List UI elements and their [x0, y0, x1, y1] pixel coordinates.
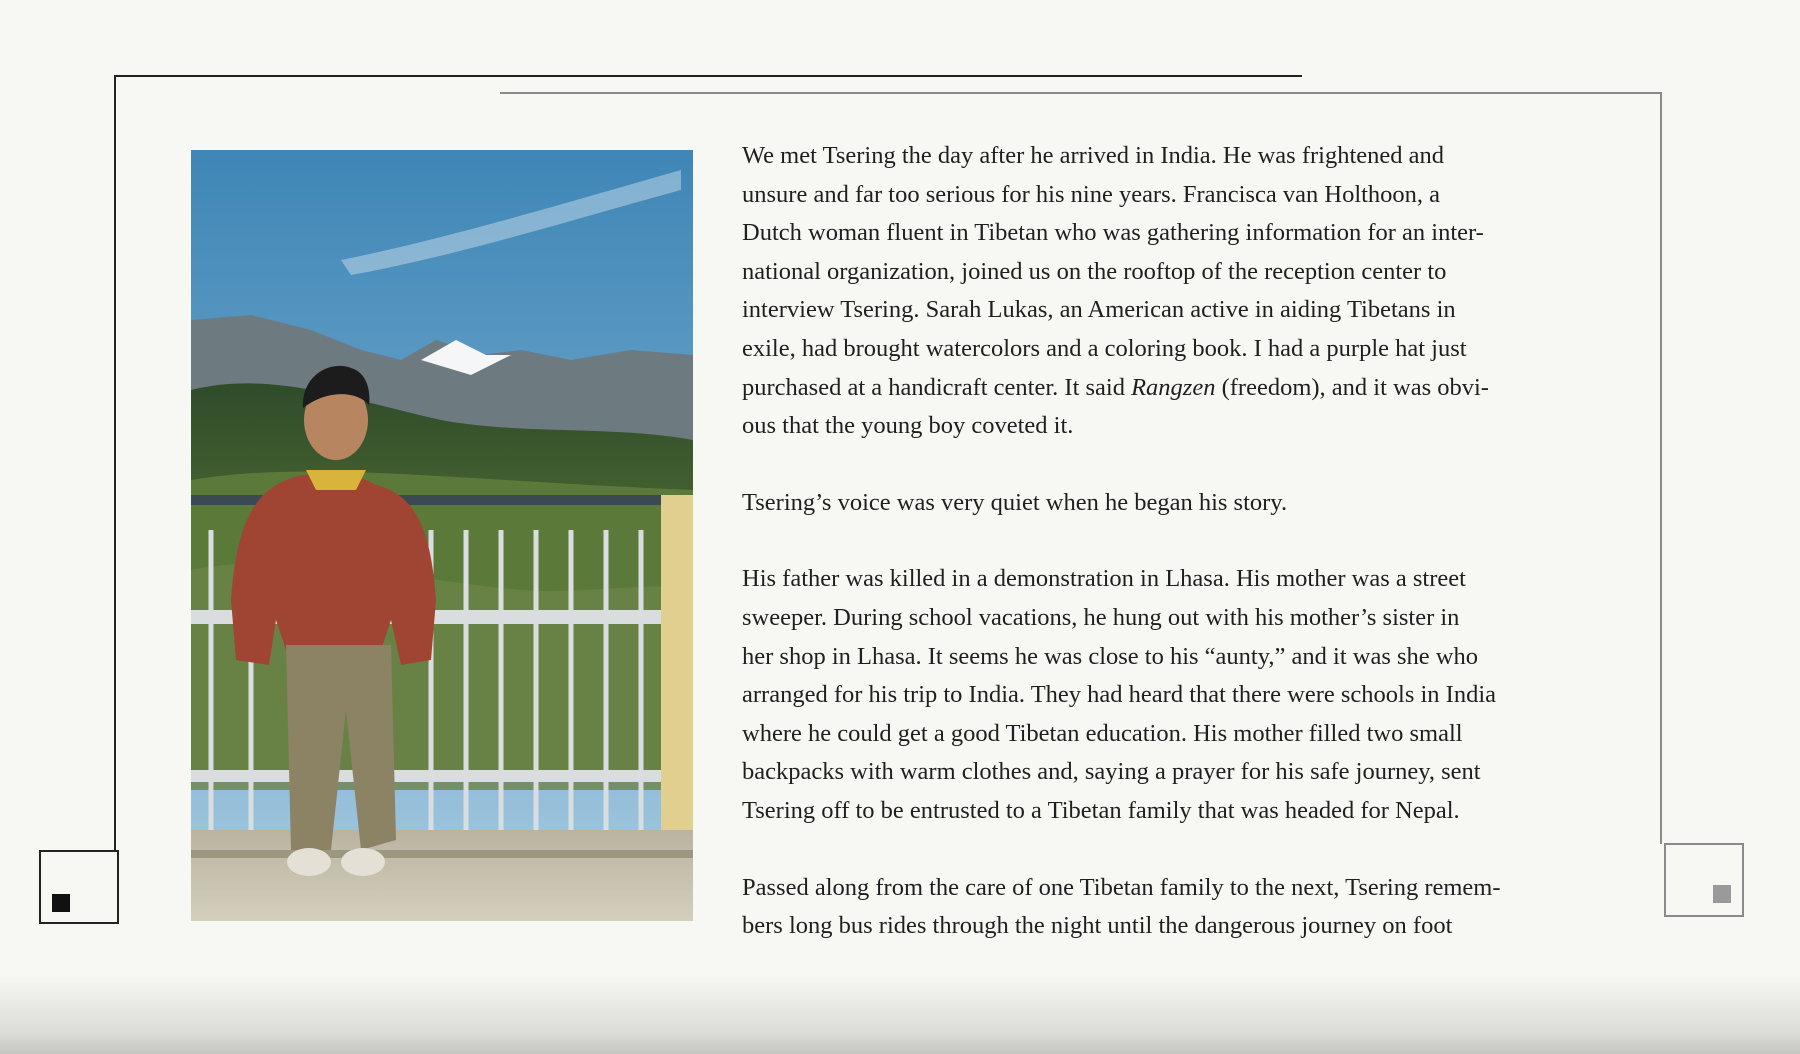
text-line: national organization, joined us on the rooftop of the reception center to [742, 257, 1447, 285]
text-line: Dutch woman fluent in Tibetan who was gathering information for an inter- [742, 219, 1484, 247]
corner-box-right [1664, 843, 1744, 917]
text-line: backpacks with warm clothes and, saying a prayer for his safe journey, sent [742, 758, 1481, 786]
text-segment: purchased at a handicraft center. It said [742, 373, 1132, 401]
frame-rule-top-gray [500, 92, 1662, 94]
text-line: His father was killed in a demonstration in Lhasa. His mother was a street [742, 565, 1466, 593]
paragraph-2 [742, 484, 1602, 523]
text-line: We met Tsering the day after he arrived in India. He was frightened and [742, 142, 1445, 169]
frame-rule-left-dark [114, 75, 116, 921]
text-segment: (freedom), and it was obvi- [1215, 373, 1489, 401]
text-line: unsure and far too serious for his nine years. Francisca van Holthoon, a [742, 180, 1441, 208]
article-text [742, 137, 1602, 946]
paragraph-3 [742, 560, 1602, 830]
corner-box-left [39, 850, 119, 924]
text-line: ous that the young boy coveted it. [742, 412, 1074, 440]
paragraph-4 [742, 869, 1602, 946]
text-line: bers long bus rides through the night until the dangerous journey on foot [742, 912, 1453, 940]
frame-rule-top-dark [114, 75, 1302, 77]
corner-square-dark [52, 894, 70, 912]
text-line [742, 369, 1602, 408]
text-line: sweeper. During school vacations, he hung out with his mother’s sister in [742, 603, 1460, 631]
text-line: where he could get a good Tibetan education. His mother filled two small [742, 719, 1463, 747]
text-line: Passed along from the care of one Tibetan family to the next, Tsering remem- [742, 873, 1501, 901]
text-line: Tsering off to be entrusted to a Tibetan family that was headed for Nepal. [742, 796, 1460, 824]
paragraph-1 [742, 137, 1602, 446]
text-line: arranged for his trip to India. They had heard that there were schools in India [742, 681, 1497, 709]
text-line: Tsering’s voice was very quiet when he began his story. [742, 488, 1288, 516]
text-line: her shop in Lhasa. It seems he was close to his “aunty,” and it was she who [742, 642, 1478, 670]
photo-boy-on-rooftop [191, 150, 693, 921]
italic-word-rangzen: Rangzen [1131, 373, 1216, 401]
page-bottom-shadow [0, 974, 1800, 1054]
photo-illustration [191, 150, 693, 921]
text-line: exile, had brought watercolors and a coloring book. I had a purple hat just [742, 334, 1467, 362]
text-line: interview Tsering. Sarah Lukas, an American active in aiding Tibetans in [742, 296, 1456, 324]
frame-rule-right-gray [1660, 92, 1662, 844]
corner-square-gray [1713, 885, 1731, 903]
